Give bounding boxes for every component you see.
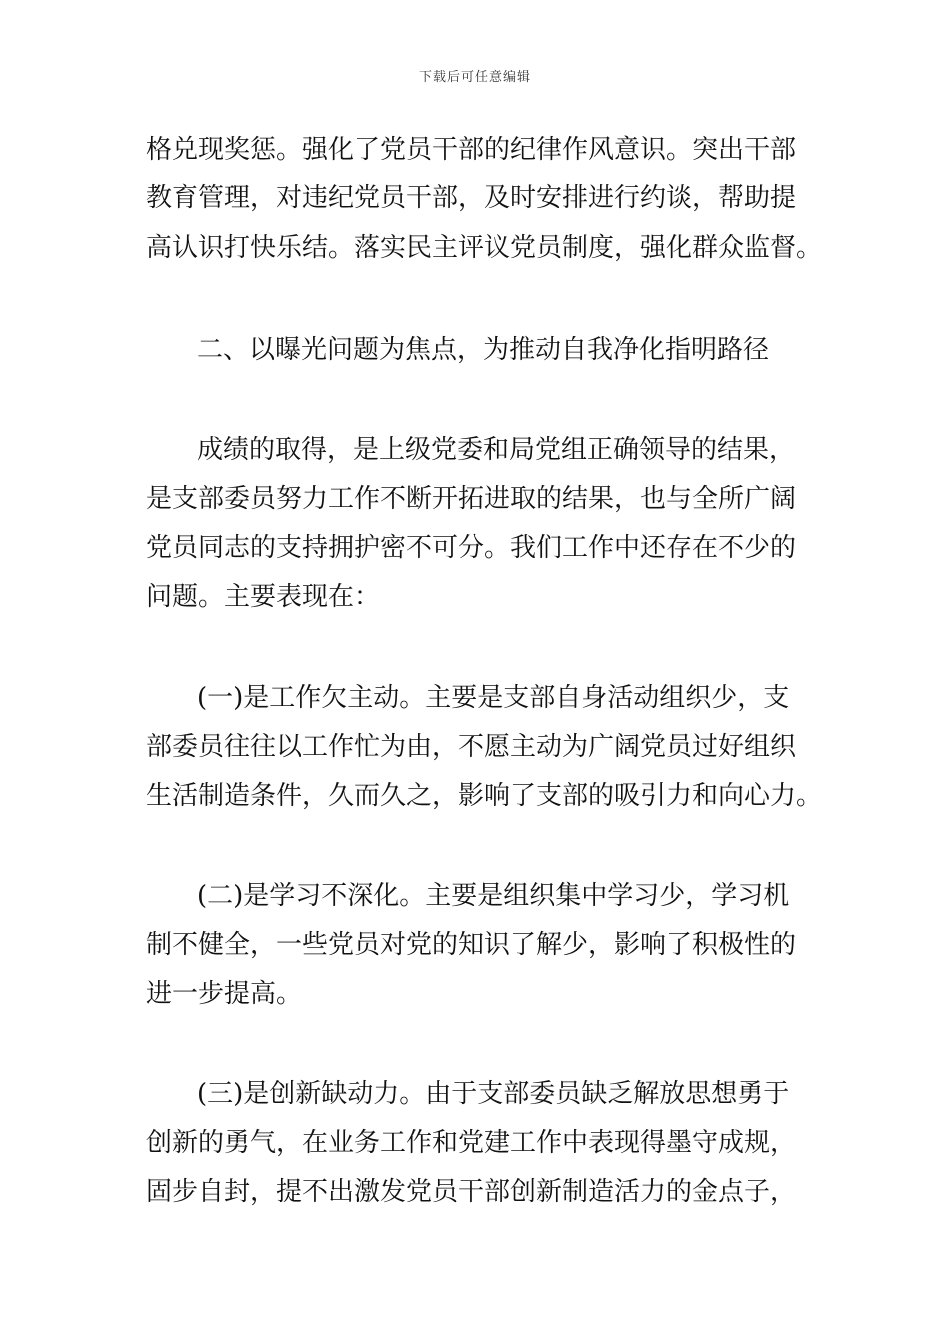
text-line: 问题。主要表现在： — [146, 582, 381, 612]
text-line: 制不健全，一些党员对党的知识了解少，影响了积极性的 — [146, 930, 797, 960]
text-line: 创新的勇气，在业务工作和党建工作中表现得墨守成规， — [146, 1128, 797, 1158]
header-note: 下载后可任意编辑 — [418, 70, 531, 85]
text-line: (三)是创新缺动力。由于支部委员缺乏解放思想勇于 — [197, 1079, 790, 1109]
section-heading: 二、以曝光问题为焦点，为推动自我净化指明路径 — [197, 335, 770, 365]
text-line: (二)是学习不深化。主要是组织集中学习少，学习机 — [197, 881, 790, 911]
text-line: 成绩的取得，是上级党委和局党组正确领导的结果， — [197, 435, 796, 465]
text-line: 格兑现奖惩。强化了党员干部的纪律作风意识。突出干部 — [146, 135, 797, 165]
text-line: 教育管理，对违纪党员干部，及时安排进行约谈，帮助提 — [146, 183, 797, 213]
text-line: 是支部委员努力工作不断开拓进取的结果，也与全所广阔 — [146, 484, 797, 514]
text-line: 高认识打快乐结。落实民主评议党员制度，强化群众监督。 — [146, 233, 823, 263]
text-line: (一)是工作欠主动。主要是支部自身活动组织少，支 — [197, 683, 790, 713]
text-line: 部委员往往以工作忙为由，不愿主动为广阔党员过好组织 — [146, 732, 797, 762]
text-line: 进一步提高。 — [146, 979, 303, 1009]
text-line: 党员同志的支持拥护密不可分。我们工作中还存在不少的 — [146, 533, 797, 563]
text-line: 生活制造条件，久而久之，影响了支部的吸引力和向心力。 — [146, 781, 823, 811]
text-line: 固步自封，提不出激发党员干部创新制造活力的金点子， — [146, 1177, 797, 1207]
